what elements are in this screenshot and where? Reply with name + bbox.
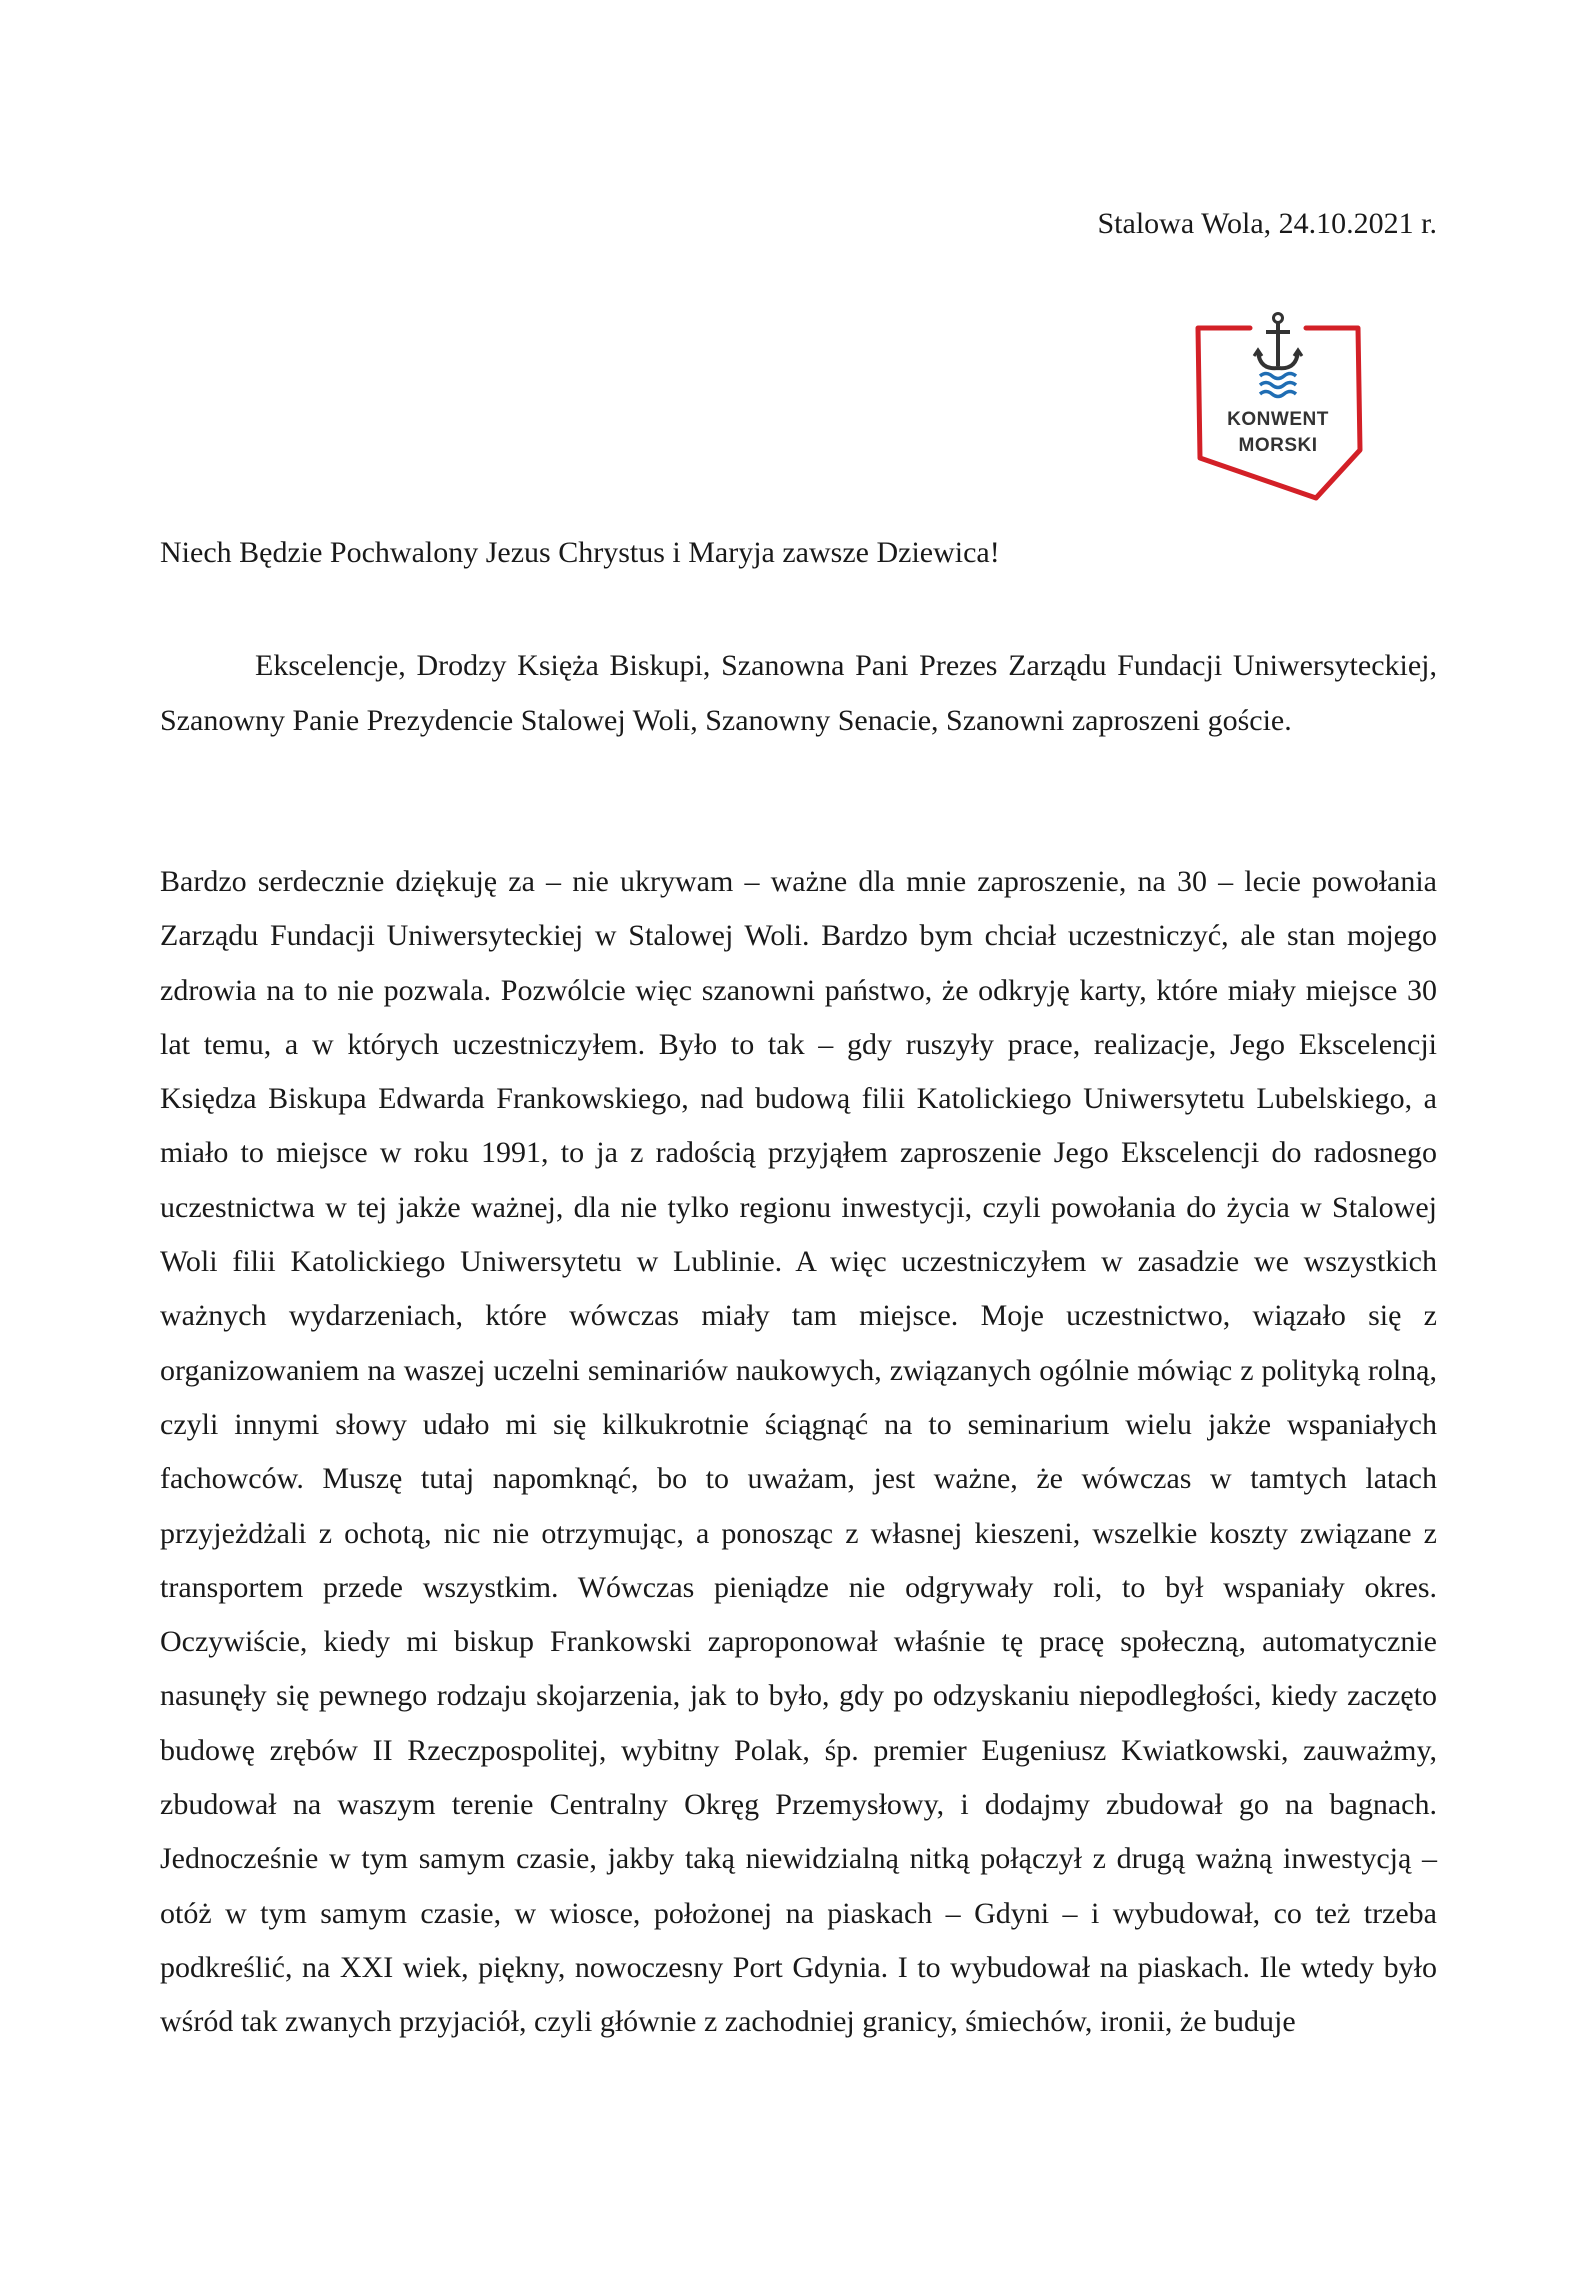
place-date: Stalowa Wola, 24.10.2021 r. [1097, 207, 1437, 240]
anchor-waves-icon [1254, 314, 1302, 397]
body-paragraph: Bardzo serdecznie dziękuję za – nie ukrywam – ważne dla mnie zaproszenie, na 30 – lecie powołania Zarządu Fundacji Uniwersyteckiej w Stalowej Woli. Bardzo bym chciał uczestniczyć, ale stan mojego zdrowia na to nie pozwala. Pozwólcie więc szanowni państwo, że odkryję karty, które miały miejsce 30 lat temu, a w których uczestniczyłem. Było to tak – gdy ruszyły prace, realizacje, Jego Ekscelencji Księdza Biskupa Edwarda Frankowskiego, nad budową filii Katolickiego Uniwersytetu Lubelskiego, a miało to miejsce w roku 1991, to ja z radością przyjąłem zaproszenie Jego Ekscelencji do radosnego uczestnictwa w tej jakże ważnej, dla nie tylko regionu inwestycji, czyli powołania do życia w Stalowej Woli filii Katolickiego Uniwersytetu w Lublinie. A więc uczestniczyłem w zasadzie we wszystkich ważnych wydarzeniach, które wówczas miały tam miejsce. Moje uczestnictwo, wiązało się z organizowaniem na waszej uczelni seminariów naukowych, związanych ogólnie mówiąc z polityką rolną, czyli innymi słowy udało mi się kilkukrotnie ściągnąć na to seminarium wielu jakże wspaniałych fachowców. Muszę tutaj napomknąć, bo to uważam, jest ważne, że wówczas w tamtych latach przyjeżdżali z ochotą, nic nie otrzymując, a ponosząc z własnej kieszeni, wszelkie koszty związane z transportem przede wszystkim. Wówczas pieniądze nie odgrywały roli, to był wspaniały okres. Oczywiście, kiedy mi biskup Frankowski zaproponował właśnie tę pracę społeczną, automatycznie nasunęły się pewnego rodzaju skojarzenia, jak to było, gdy po odzyskaniu niepodległości, kiedy zaczęto budowę zrębów II Rzeczpospolitej, wybitny Polak, śp. premier Eugeniusz Kwiatkowski, zauważmy, zbudował na waszym terenie Centralny Okręg Przemysłowy, i dodajmy zbudował go na bagnach. Jednocześnie w tym samym czasie, jakby taką niewidzialną nitką połączył z drugą ważną inwestycją – otóż w tym samym czasie, w wiosce, położonej na piaskach – Gdyni – i wybudował, co też trzeba podkreślić, na XXI wiek, piękny, nowoczesny Port Gdynia. I to wybudował na piaskach. Ile wtedy było wśród tak zwanych przyjaciół, czyli głównie z zachodniej granicy, śmiechów, ironii, że buduje [160, 865, 1437, 2039]
salutation-paragraph: Ekscelencje, Drodzy Księża Biskupi, Szanowna Pani Prezes Zarządu Fundacji Uniwersyteckiej, Szanowny Panie Prezydencie Stalowej Woli, Szanowny Senacie, Szanowni zaproszeni goście. [160, 649, 1437, 737]
konwent-morski-logo [1188, 310, 1368, 510]
logo-text-konwent: KONWENT [1227, 409, 1329, 430]
greeting: Niech Będzie Pochwalony Jezus Chrystus i Maryja zawsze Dziewica! [160, 536, 1000, 569]
logo-text-morski: MORSKI [1238, 435, 1318, 456]
